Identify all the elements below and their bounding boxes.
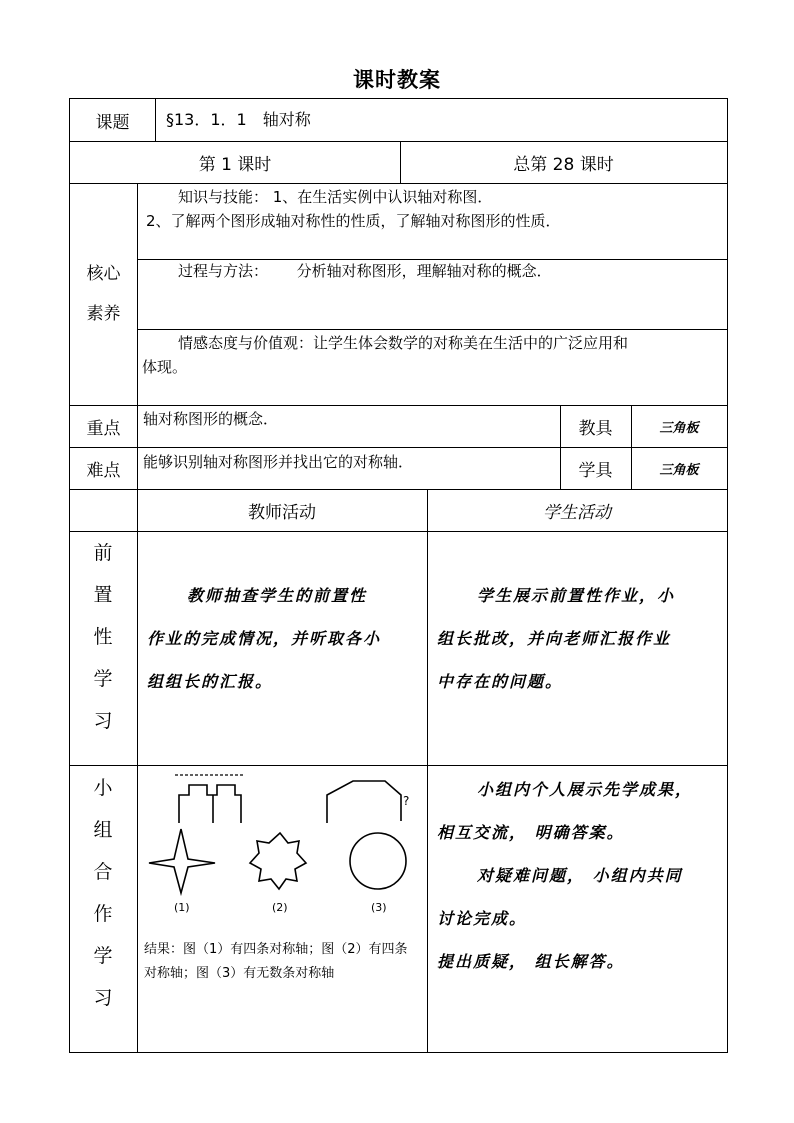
group-student-line: 提出质疑， 组长解答。 (437, 952, 625, 971)
group-label-char: 作 (93, 903, 113, 925)
key-label: 重点 (86, 418, 121, 439)
pre-teacher-line: 组组长的汇报。 (147, 672, 274, 691)
battlement-figure (179, 785, 241, 823)
core-label-line2: 素养 (86, 304, 121, 324)
group-label-char: 合 (93, 861, 113, 883)
period-total: 总第 28 课时 (513, 154, 614, 175)
teaching-aid-label: 教具 (578, 418, 613, 439)
pre-student-line: 中存在的问题。 (437, 672, 564, 691)
learning-aid-label: 学具 (578, 460, 613, 481)
key-value: 轴对称图形的概念． (143, 410, 279, 428)
pre-teacher-text (147, 574, 425, 703)
group-student-line: 相互交流， 明确答案。 (437, 823, 625, 842)
pre-label-char: 前 (93, 542, 113, 564)
figure-label-2: (2) (272, 901, 288, 914)
core-label (70, 183, 137, 405)
arch-figure (327, 781, 401, 823)
pre-teacher-line: 作业的完成情况，并听取各小 (147, 629, 382, 648)
result-line2: 对称轴；图（3）有无数条对称轴 (144, 966, 335, 981)
difficult-label: 难点 (86, 460, 121, 481)
period-current: 第 1 课时 (198, 154, 272, 175)
group-student-line: 对疑难问题， 小组内共同 (477, 866, 683, 885)
topic-value: §13．1．1 轴对称 (166, 110, 311, 129)
group-study-label (88, 767, 118, 1019)
group-label-char: 组 (93, 819, 113, 841)
pre-student-line: 组长批改，并向老师汇报作业 (437, 629, 672, 648)
student-activity-header: 学生活动 (543, 502, 611, 523)
group-label-char: 小 (93, 777, 113, 799)
pre-label-char: 性 (93, 626, 113, 648)
teacher-activity-header: 教师活动 (248, 502, 316, 523)
symmetry-figures (137, 765, 427, 925)
difficult-value: 能够识别轴对称图形并找出它的对称轴． (143, 453, 414, 471)
group-label-char: 习 (93, 987, 113, 1009)
knowledge-line2: 2、了解两个图形成轴对称性的性质，了解轴对称图形的性质． (146, 212, 561, 230)
core-label-line1: 核心 (86, 264, 121, 284)
figure-question-mark: ? (403, 794, 410, 808)
four-point-star (149, 829, 215, 893)
group-student-line: 讨论完成。 (437, 909, 528, 928)
pre-label-char: 习 (93, 710, 113, 732)
page-title: 课时教案 (353, 68, 441, 92)
pre-label-char: 置 (93, 584, 113, 606)
figure-label-3: (3) (371, 901, 387, 914)
group-student-text (437, 768, 725, 983)
process-text: 过程与方法： 分析轴对称图形，理解轴对称的概念． (178, 262, 552, 280)
eight-point-star (250, 833, 306, 889)
emotion-line2: 体现。 (142, 358, 188, 376)
result-line1: 结果：图（1）有四条对称轴；图（2）有四条 (144, 942, 408, 957)
knowledge-line1: 知识与技能： 1、在生活实例中认识轴对称图． (178, 188, 493, 206)
pre-student-line: 学生展示前置性作业，小 (477, 586, 676, 605)
group-label-char: 学 (93, 945, 113, 967)
pre-study-label (88, 532, 118, 742)
emotion-line1: 情感态度与价值观：让学生体会数学的对称美在生活中的广泛应用和 (178, 334, 629, 352)
pre-teacher-line: 教师抽查学生的前置性 (187, 586, 368, 605)
circle-figure (350, 833, 406, 889)
topic-label: 课题 (95, 112, 130, 133)
group-student-line: 小组内个人展示先学成果， (477, 780, 694, 799)
teaching-aid-value: 三角板 (659, 420, 699, 436)
learning-aid-value: 三角板 (659, 462, 699, 478)
pre-label-char: 学 (93, 668, 113, 690)
pre-student-text (437, 574, 725, 703)
figure-label-1: (1) (174, 901, 190, 914)
